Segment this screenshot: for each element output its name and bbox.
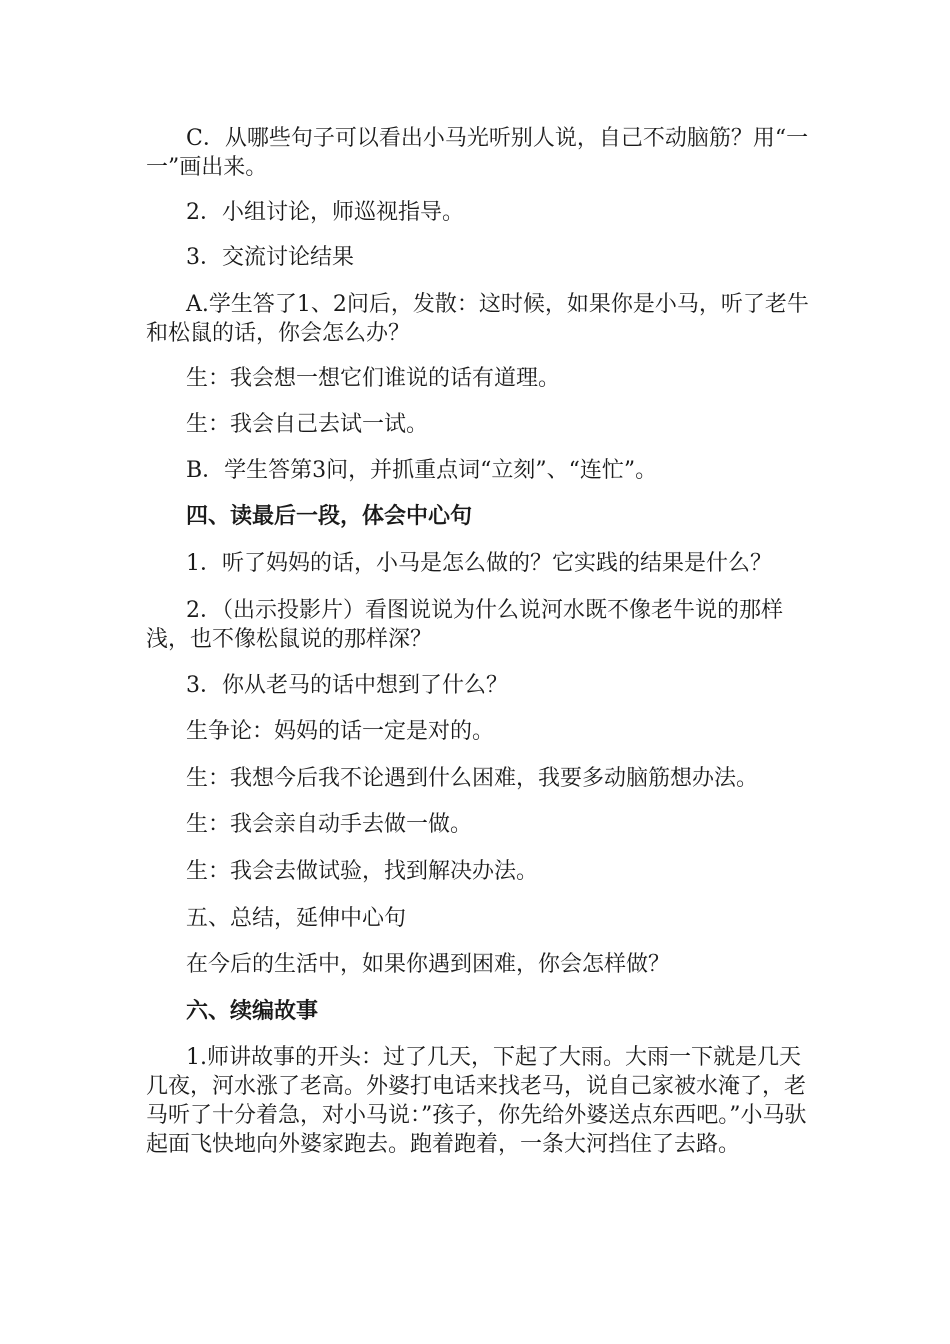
paragraph-group-discussion: 2．小组讨论，师巡视指导。 bbox=[186, 200, 464, 225]
paragraph-student-debate: 生争论：妈妈的话一定是对的。 bbox=[186, 719, 495, 744]
paragraph-future-life: 在今后的生活中，如果你遇到困难，你会怎样做？ bbox=[186, 952, 671, 977]
paragraph-student-difficulty: 生：我想今后我不论遇到什么困难，我要多动脑筋想办法。 bbox=[186, 766, 759, 791]
section-heading-6: 六、续编故事 bbox=[186, 998, 319, 1024]
paragraph-story-opening: 1.师讲故事的开头：过了几天，下起了大雨。大雨一下就是几天几夜，河水涨了老高。外婆打电话来找老马，说自己家被水淹了，老马听了十分着急，对小马说：”孩子，你先给外婆送点东西吧。”小马驮起面飞快地向外婆家跑去。跑着跑着，一条大河挡住了去路。 bbox=[146, 1045, 807, 1157]
paragraph-show-slide: 2．（出示投影片）看图说说为什么说河水既不像老牛说的那样浅，也不像松鼠说的那样深？ bbox=[146, 598, 783, 652]
paragraph-answer-b: B．学生答第3问，并抓重点词“立刻”、“连忙”。 bbox=[186, 458, 658, 483]
paragraph-student-think: 生：我会想一想它们谁说的话有道理。 bbox=[186, 366, 561, 391]
paragraph-answer-a: A.学生答了1、2问后，发散：这时候，如果你是小马，听了老牛和松鼠的话，你会怎么办？ bbox=[146, 292, 809, 346]
paragraph-student-experiment: 生：我会去做试验，找到解决办法。 bbox=[186, 859, 539, 884]
paragraph-old-horse: 3．你从老马的话中想到了什么？ bbox=[186, 673, 508, 698]
paragraph-share-results: 3．交流讨论结果 bbox=[186, 245, 354, 270]
paragraph-student-try: 生：我会自己去试一试。 bbox=[186, 412, 429, 437]
paragraph-question-c: C．从哪些句子可以看出小马光听别人说，自己不动脑筋？用“一一”画出来。 bbox=[146, 126, 809, 180]
section-heading-5: 五、总结，延伸中心句 bbox=[186, 906, 407, 931]
section-heading-4: 四、读最后一段，体会中心句 bbox=[186, 503, 473, 529]
paragraph-listen-mom: 1．听了妈妈的话，小马是怎么做的？它实践的结果是什么？ bbox=[186, 551, 772, 576]
paragraph-student-hands-on: 生：我会亲自动手去做一做。 bbox=[186, 812, 473, 837]
